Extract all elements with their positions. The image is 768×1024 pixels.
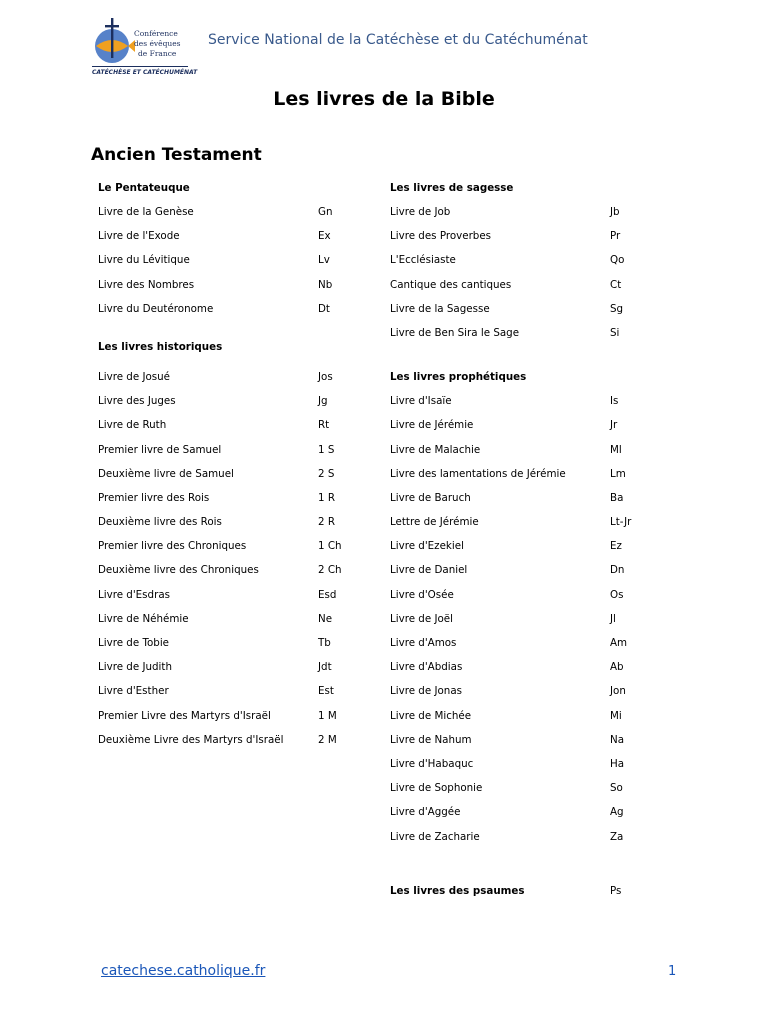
book-name: Livre de la Genèse: [98, 206, 194, 218]
book-row: [98, 704, 358, 728]
left-column: [98, 176, 358, 752]
book-list-pentateuque: [98, 200, 358, 321]
book-abbreviation: Nb: [318, 278, 333, 291]
book-name: L'Ecclésiaste: [390, 254, 456, 267]
book-name: Livre de la Sagesse: [390, 302, 490, 315]
book-name: Livre des Nombres: [98, 278, 195, 291]
book-row: [98, 413, 358, 437]
book-abbreviation: Ab: [610, 661, 624, 674]
book-abbreviation: Ez: [610, 540, 622, 553]
book-name: Livre d'Amos: [390, 637, 457, 649]
book-abbreviation: Pr: [610, 230, 621, 243]
section-title: Ancien Testament: [91, 145, 262, 165]
book-abbreviation: Jg: [318, 395, 328, 408]
logo-subtitle: CATÉCHÈSE ET CATÉCHUMÉNAT: [92, 69, 198, 76]
book-row: [390, 297, 650, 321]
logo-divider: [92, 66, 188, 67]
book-name: Premier livre de Samuel: [98, 443, 222, 456]
book-abbreviation: Jdt: [318, 661, 332, 674]
book-list-historiques: [98, 365, 358, 752]
book-abbreviation: 2 Ch: [318, 564, 342, 577]
book-name: Livre de l'Exode: [98, 230, 180, 243]
book-name: Livre de Michée: [390, 709, 472, 722]
book-name: Livre de Joël: [390, 612, 453, 625]
book-name: Deuxième Livre des Martyrs d'Israël: [98, 733, 284, 746]
book-name: Livre de Job: [390, 206, 451, 218]
book-row: [390, 486, 650, 510]
book-abbreviation: Jos: [318, 370, 333, 383]
book-row: [98, 728, 358, 752]
service-title: Service National de la Catéchèse et du Catéchuménat: [208, 32, 588, 48]
book-name: Livre de Néhémie: [98, 612, 189, 625]
book-name: Livre de Judith: [98, 661, 172, 674]
book-abbreviation: 2 S: [318, 467, 335, 480]
book-name: Livre de Sophonie: [390, 782, 483, 795]
book-abbreviation: So: [610, 782, 623, 795]
book-abbreviation: Gn: [318, 206, 333, 218]
group-title-psaumes: [390, 879, 650, 903]
group-title-psaumes-abbr: Ps: [610, 884, 622, 897]
book-name: Livre d'Esther: [98, 685, 169, 698]
book-row: [390, 413, 650, 437]
book-list-sagesse: [390, 200, 650, 345]
book-abbreviation: Ag: [610, 806, 624, 819]
book-abbreviation: Lv: [318, 254, 330, 267]
book-abbreviation: 1 M: [318, 709, 337, 722]
book-abbreviation: Ne: [318, 612, 333, 625]
book-row: [98, 462, 358, 486]
right-column: [390, 176, 650, 903]
book-row: [390, 631, 650, 655]
book-name: Livre d'Aggée: [390, 806, 461, 819]
book-row: [98, 297, 358, 321]
book-abbreviation: Jon: [610, 685, 626, 698]
book-abbreviation: Ba: [610, 491, 624, 504]
book-abbreviation: Ct: [610, 278, 622, 291]
book-name: Livre de Jonas: [390, 685, 462, 698]
book-abbreviation: Ex: [318, 230, 331, 243]
book-name: Livre de Zacharie: [390, 830, 480, 843]
group-title-pentateuque: Le Pentateuque: [98, 182, 190, 194]
footer-website-link[interactable]: catechese.catholique.fr: [101, 963, 266, 979]
book-name: Livre d'Esdras: [98, 588, 170, 601]
book-list-prophetiques: [390, 389, 650, 849]
book-row: [390, 776, 650, 800]
book-row: [98, 486, 358, 510]
document-title: Les livres de la Bible: [273, 88, 495, 110]
book-row: [98, 631, 358, 655]
book-abbreviation: Ha: [610, 757, 625, 770]
book-abbreviation: 1 R: [318, 491, 335, 504]
book-row: [390, 273, 650, 297]
book-row: [98, 607, 358, 631]
book-name: Livre de Ben Sira le Sage: [390, 326, 520, 339]
book-abbreviation: Esd: [318, 588, 337, 601]
book-name: Livre de Tobie: [98, 637, 170, 649]
book-row: [390, 679, 650, 703]
book-name: Livre de Nahum: [390, 733, 472, 746]
book-name: Deuxième livre des Rois: [98, 516, 222, 529]
book-row: [390, 510, 650, 534]
book-name: Livre d'Ezekiel: [390, 540, 464, 553]
book-abbreviation: 2 M: [318, 733, 337, 746]
book-row: [98, 365, 358, 389]
book-abbreviation: Tb: [318, 637, 331, 649]
book-name: Deuxième livre de Samuel: [98, 467, 234, 480]
book-name: Livre d'Habaquc: [390, 757, 474, 770]
book-row: [390, 438, 650, 462]
book-row: [98, 510, 358, 534]
book-name: Livre de Josué: [98, 370, 171, 383]
logo-text-line1: Conférence: [134, 29, 178, 38]
book-name: Livre de Malachie: [390, 443, 481, 456]
book-name: Livre des lamentations de Jérémie: [390, 467, 566, 480]
book-name: Premier Livre des Martyrs d'Israël: [98, 709, 271, 722]
book-name: Livre de Baruch: [390, 491, 471, 504]
book-name: Livre d'Abdias: [390, 661, 463, 674]
book-name: Lettre de Jérémie: [390, 516, 479, 529]
book-row: [390, 534, 650, 558]
book-abbreviation: Jr: [610, 419, 618, 432]
logo-text-line3: de France: [138, 49, 177, 58]
book-name: Livre d'Osée: [390, 588, 454, 601]
group-title-historiques: Les livres historiques: [98, 340, 223, 353]
book-abbreviation: Qo: [610, 254, 625, 267]
group-title-prophetiques: Les livres prophétiques: [390, 371, 527, 384]
book-abbreviation: 2 R: [318, 516, 335, 529]
book-abbreviation: Lt-Jr: [610, 516, 632, 529]
book-abbreviation: Sg: [610, 302, 624, 315]
book-name: Premier livre des Chroniques: [98, 540, 247, 553]
page-number: 1: [668, 964, 677, 979]
cef-logo: [92, 16, 198, 78]
book-row: [390, 389, 650, 413]
book-row: [98, 583, 358, 607]
book-row: [390, 800, 650, 824]
book-row: [98, 655, 358, 679]
book-abbreviation: Is: [610, 395, 619, 408]
book-name: Premier livre des Rois: [98, 491, 210, 504]
book-row: [98, 679, 358, 703]
book-row: [390, 224, 650, 248]
group-title-psaumes-label: Les livres des psaumes: [390, 884, 525, 897]
book-row: [390, 704, 650, 728]
book-name: Livre du Lévitique: [98, 254, 190, 267]
book-row: [98, 558, 358, 582]
book-abbreviation: Ml: [610, 443, 622, 456]
book-row: [98, 248, 358, 272]
book-name: Cantique des cantiques: [390, 278, 512, 291]
book-abbreviation: Est: [318, 685, 334, 698]
book-abbreviation: Dt: [318, 302, 330, 315]
book-abbreviation: Za: [610, 830, 624, 843]
book-row: [390, 825, 650, 849]
book-abbreviation: Jl: [610, 612, 616, 625]
book-name: Livre du Deutéronome: [98, 302, 214, 315]
book-name: Livre des Juges: [98, 395, 176, 408]
book-row: [390, 200, 650, 224]
book-row: [98, 534, 358, 558]
book-row: [390, 462, 650, 486]
book-name: Livre des Proverbes: [390, 230, 492, 243]
book-abbreviation: Lm: [610, 467, 626, 480]
book-row: [390, 607, 650, 631]
book-abbreviation: Na: [610, 733, 625, 746]
book-row: [390, 752, 650, 776]
book-name: Livre de Jérémie: [390, 419, 474, 432]
book-abbreviation: Jb: [610, 206, 620, 218]
book-row: [98, 389, 358, 413]
book-name: Deuxième livre des Chroniques: [98, 564, 259, 577]
logo-text-line2: des évêques: [134, 39, 181, 48]
book-row: [98, 200, 358, 224]
cross-fish-icon: [92, 16, 136, 64]
book-abbreviation: Dn: [610, 564, 625, 577]
book-abbreviation: Si: [610, 326, 620, 339]
book-row: [98, 273, 358, 297]
book-row: [390, 321, 650, 345]
book-row: [390, 655, 650, 679]
book-row: [390, 248, 650, 272]
book-abbreviation: Os: [610, 588, 624, 601]
book-row: [98, 438, 358, 462]
book-abbreviation: 1 Ch: [318, 540, 342, 553]
group-title-sagesse: Les livres de sagesse: [390, 182, 514, 194]
book-name: Livre d'Isaïe: [390, 395, 452, 408]
book-row: [390, 728, 650, 752]
book-abbreviation: Am: [610, 637, 628, 649]
book-row: [390, 583, 650, 607]
book-abbreviation: Mi: [610, 709, 622, 722]
book-name: Livre de Ruth: [98, 419, 167, 432]
book-abbreviation: Rt: [318, 419, 330, 432]
book-row: [98, 224, 358, 248]
book-name: Livre de Daniel: [390, 564, 468, 577]
book-abbreviation: 1 S: [318, 443, 335, 456]
book-row: [390, 558, 650, 582]
